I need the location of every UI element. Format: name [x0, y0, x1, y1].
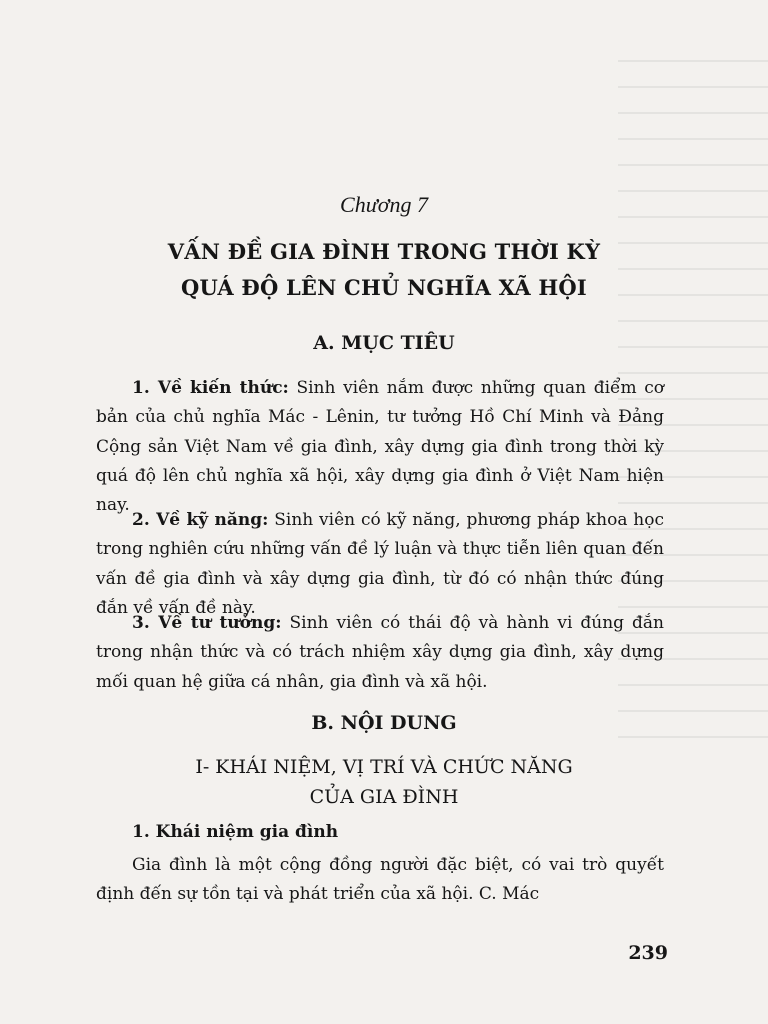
paragraph-skills-text: Sinh viên có kỹ năng, phương pháp khoa học trong nghiên cứu những vấn đề lý luận và thực tiễn liên quan đến vấn đề gia đình và xây dựng gia đình, từ đó có nhận thức đúng đắn về vấn đề này. [96, 510, 665, 618]
paragraph-attitude [96, 609, 664, 697]
heading-family-concept: 1. Khái niệm gia đình [132, 822, 339, 842]
section-b-heading: B. NỘI DUNG [311, 712, 457, 734]
paragraph-attitude-label: 3. Về tư tưởng: [132, 613, 282, 633]
paragraph-knowledge [96, 374, 664, 520]
subsection-heading-line-1: I- KHÁI NIỆM, VỊ TRÍ VÀ CHỨC NĂNG [195, 756, 573, 778]
paragraph-knowledge-label: 1. Về kiến thức: [132, 378, 289, 398]
subsection-heading-line-2: CỦA GIA ĐÌNH [309, 786, 459, 808]
section-a-heading: A. MỤC TIÊU [313, 332, 455, 354]
paragraph-skills [96, 506, 664, 623]
chapter-title-line-2: QUÁ ĐỘ LÊN CHỦ NGHĨA XÃ HỘI [181, 275, 587, 300]
paragraph-skills-label: 2. Về kỹ năng: [132, 510, 269, 530]
paragraph-attitude-text: Sinh viên có thái độ và hành vi đúng đắn trong nhận thức và có trách nhiệm xây dựng gia đình, xây dựng mối quan hệ giữa cá nhân, gia đình và xã hội. [96, 613, 664, 692]
chapter-title [0, 234, 768, 306]
paragraph-family-definition: Gia đình là một cộng đồng người đặc biệt, có vai trò quyết định đến sự tồn tại và phát triển của xã hội. C. Mác [96, 855, 664, 905]
chapter-title-line-1: VẤN ĐỀ GIA ĐÌNH TRONG THỜI KỲ [167, 239, 601, 264]
chapter-label: Chương 7 [340, 192, 428, 217]
subsection-heading [0, 752, 768, 812]
paragraph-knowledge-text: Sinh viên nắm được những quan điểm cơ bản của chủ nghĩa Mác - Lênin, tư tưởng Hồ Chí Minh và Đảng Cộng sản Việt Nam về gia đình, xây dựng gia đình trong thời kỳ quá độ lên chủ nghĩa xã hội, xây dựng gia đình ở Việt Nam hiện nay. [96, 378, 664, 516]
page-number: 239 [628, 942, 668, 964]
